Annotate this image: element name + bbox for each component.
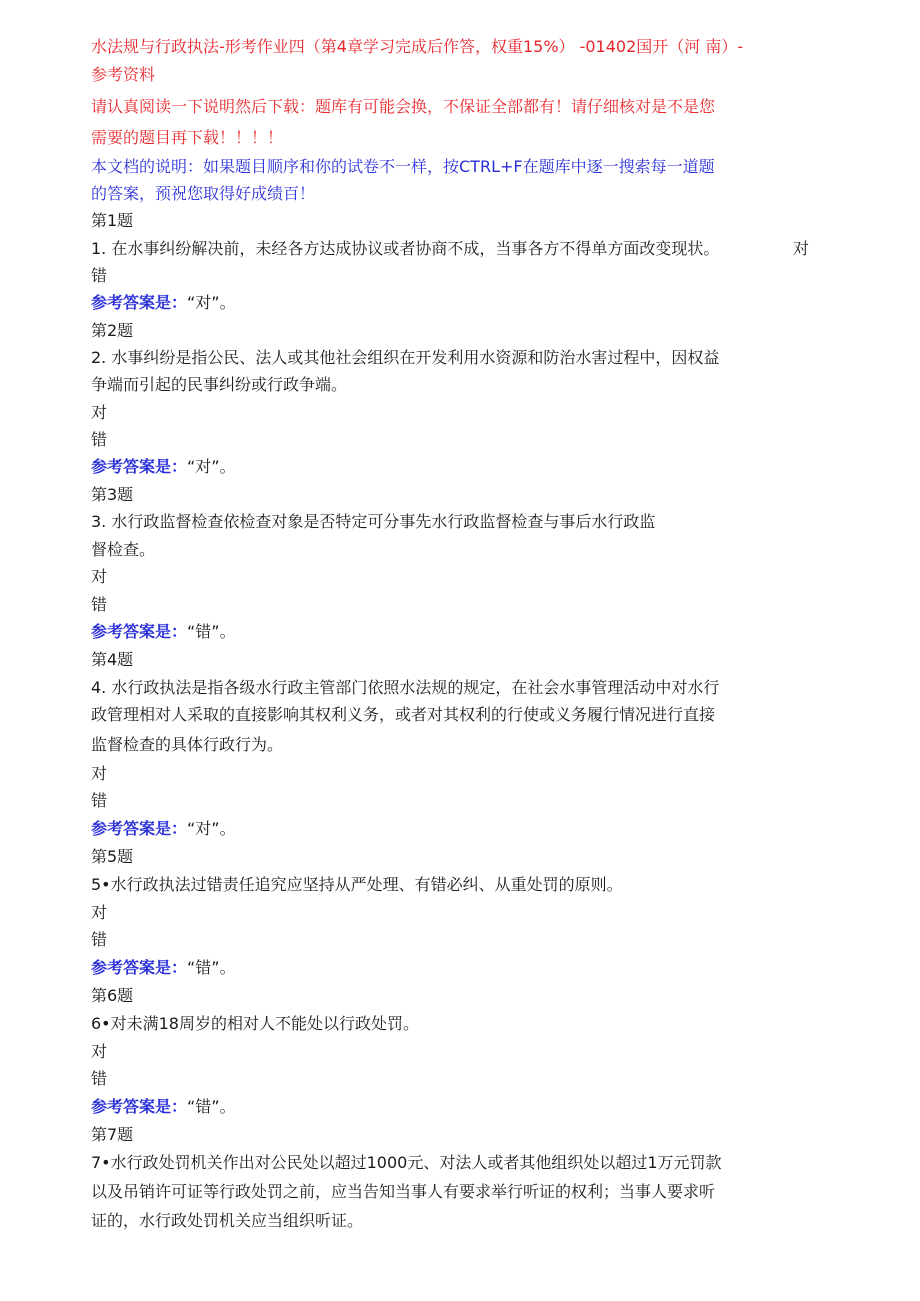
answer-value: “对”。 [187,819,236,838]
option-false: 错 [91,791,108,810]
answer-value: “错”。 [187,1097,236,1116]
question-text: 监督检查的具体行政行为。 [91,735,284,754]
question-text: 政管理相对人采取的直接影响其权利义务，或者对其权利的行使或义务履行情况进行直接 [91,705,716,724]
question-heading: 第7题 [91,1125,134,1144]
question-heading: 第3题 [91,485,134,504]
reference-answer [91,456,236,478]
reference-answer [91,621,236,643]
doc-title-line-1: 水法规与行政执法-形考作业四（第4章学习完成后作答，权重15%） -01402国开（河 南）- [91,37,744,56]
answer-label: 参考答案是： [91,819,188,838]
answer-label: 参考答案是： [91,622,188,641]
notice-line-1: 请认真阅读一下说明然后下载：题库有可能会换，不保证全部都有！请仔细核对是不是您 [91,97,716,116]
answer-label: 参考答案是： [91,958,188,977]
question-text: 5•水行政执法过错责任追究应坚持从严处理、有错必纠、从重处罚的原则。 [91,875,623,894]
description-line-2: 的答案，预祝您取得好成绩百！ [91,184,316,203]
option-true: 对 [91,903,108,922]
question-heading: 第6题 [91,986,134,1005]
question-text: 证的，水行政处罚机关应当组织听证。 [91,1211,364,1230]
question-text: 7•水行政处罚机关作出对公民处以超过1000元、对法人或者其他组织处以超过1万元罚款 [91,1153,722,1172]
answer-label: 参考答案是： [91,1097,188,1116]
option-false: 错 [91,430,108,449]
question-text: 2. 水事纠纷是指公民、法人或其他社会组织在开发利用水资源和防治水害过程中，因权益 [91,348,720,367]
option-true: 对 [91,1042,108,1061]
question-heading: 第5题 [91,847,134,866]
option-false: 错 [91,266,108,285]
answer-value: “对”。 [187,293,236,312]
question-heading: 第2题 [91,321,134,340]
answer-value: “错”。 [187,622,236,641]
doc-title-line-2: 参考资料 [91,65,156,84]
question-text: 6•对未满18周岁的相对人不能处以行政处罚。 [91,1014,419,1033]
answer-value: “错”。 [187,958,236,977]
question-text: 4. 水行政执法是指各级水行政主管部门依照水法规的规定，在社会水事管理活动中对水行 [91,678,720,697]
description-line-1: 本文档的说明：如果题目顺序和你的试卷不一样，按CTRL+F在题库中逐一搜索每一道题 [91,157,715,176]
answer-label: 参考答案是： [91,457,188,476]
question-heading: 第1题 [91,211,134,230]
reference-answer [91,1096,236,1118]
reference-answer [91,292,236,314]
reference-answer [91,957,236,979]
question-text: 以及吊销许可证等行政处罚之前，应当告知当事人有要求举行听证的权利；当事人要求听 [91,1182,716,1201]
question-text: 3. 水行政监督检查依检查对象是否特定可分事先水行政监督检查与事后水行政监 [91,512,656,531]
question-heading: 第4题 [91,650,134,669]
question-text: 1. 在水事纠纷解决前，未经各方达成协议或者协商不成，当事各方不得单方面改变现状。 [91,239,720,258]
question-text: 督检查。 [91,540,156,559]
reference-answer [91,818,236,840]
option-true: 对 [91,567,108,586]
option-true: 对 [91,403,108,422]
option-true: 对 [91,764,108,783]
option-false: 错 [91,930,108,949]
option-true: 对 [793,239,810,258]
question-text: 争端而引起的民事纠纷或行政争端。 [91,375,348,394]
notice-line-2: 需要的题目再下载！！！！ [91,128,284,147]
answer-value: “对”。 [187,457,236,476]
answer-label: 参考答案是： [91,293,188,312]
option-false: 错 [91,1069,108,1088]
option-false: 错 [91,595,108,614]
